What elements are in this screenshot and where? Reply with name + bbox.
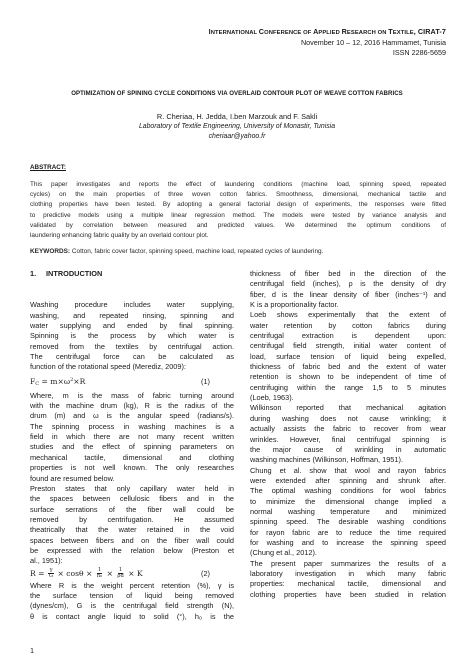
right-column-text [250, 269, 446, 600]
text-line: clothing properties have been tested. By adopting a general factorial design of experiments, the responses were fitted [30, 201, 446, 209]
text-line: Loeb shows experimentally that the extent of [250, 310, 446, 320]
text-line: actually assists the fabric to recover from wear [250, 424, 446, 434]
conference-name-part: I [208, 27, 211, 36]
text-line: studies and the effect of spinning parameters on [30, 442, 234, 452]
conference-name-part: T [388, 27, 393, 36]
text-line: to predictive models using a multiple linear regression method. The models were tested by variance analysis and [30, 211, 446, 219]
equation-1-body: $F_C = m\times\omega^2\times R$ [30, 376, 86, 387]
text-line: Preston states that only capillary water held in [30, 483, 234, 493]
text-line: centrifugal field strength, initial water content of [250, 341, 446, 351]
section-number: 1. [30, 269, 37, 278]
text-line: (dynes/cm), G is the centrifugal field strength (N), [30, 601, 234, 611]
text-line: during washing does not cause wrinkling; it [250, 413, 446, 423]
text-line: normal washing temperature and minimized [250, 506, 446, 516]
text-line: were extended after spinning and shrunk after. [250, 475, 446, 485]
right-column [250, 269, 446, 600]
text-line: validated by correlation between measured and predicted values. We determined the optimum conditions of [30, 221, 446, 229]
section-title: INTRODUCTION [46, 269, 103, 278]
text-line: removed from the textiles by centrifugal action. [30, 341, 234, 351]
conference-name-part: PPLIED [318, 30, 342, 36]
keywords-label: KEYWORDS: [30, 248, 71, 255]
equation-2-body: R = $\frac{\gamma}{G}$ × cosθ × $\frac{1}{\text{h₀}}$ × $\frac{1}{\rho d}$ × K [30, 566, 143, 580]
text-line: laboratory investigation in which many fabric [250, 568, 446, 578]
text-line: the major cause of wrinkling in automatic [250, 444, 446, 454]
conference-name-part: , CIRAT-7 [413, 27, 446, 36]
intro-paragraph-1 [30, 300, 234, 372]
text-line: al., 1951): [30, 556, 63, 566]
paper-title: OPTIMIZATION OF SPINING CYCLE CONDITIONS VIA OVERLAID CONTOUR PLOT OF WEAVE COTTON FABRICS [71, 90, 403, 97]
text-line: centrifuging within the range 1,5 to 5 minutes [250, 382, 446, 392]
text-line: removed by centrifugation. He assumed [30, 514, 234, 524]
text-line: spaces between fibers and on the fiber wall could [30, 535, 234, 545]
conference-name [209, 27, 446, 38]
text-line: to minimize the dimensional change implied a [250, 496, 446, 506]
text-line: properties: mechanical tactile, dimensional and [250, 579, 446, 589]
text-line: centrifugal extraction is dependent upon: [250, 331, 446, 341]
text-line: Spinning is the process by which water is [30, 331, 234, 341]
text-line: θ is contact angle liquid to solid (°), h₀ is the [30, 611, 234, 621]
text-line: washing, and repeated rinsing, spinning and [30, 310, 234, 320]
left-column [30, 269, 234, 622]
abstract-label: ABSTRACT: [30, 164, 67, 171]
text-line: centrifugal field (inches), ρ is the density of dry [250, 279, 446, 289]
text-line: the surface tension of liquid being removed [30, 591, 234, 601]
equation-2-number: (2) [201, 568, 210, 578]
text-line: Chung et al. show that wool and rayon fabrics [250, 465, 446, 475]
text-line: retention is shown to be independent of time of [250, 372, 446, 382]
conference-name-part: C [258, 27, 265, 36]
conference-name-part: ONFERENCE OF [264, 30, 314, 36]
text-line: mechanical tactile, dimensional and clothing [30, 452, 234, 462]
text-line: thickness of fabric bed and the extent of water [250, 362, 446, 372]
text-line: Wilkinson reported that mechanical agitation [250, 403, 446, 413]
text-line: theatrically that the water retained in the void [30, 525, 234, 535]
keywords [30, 248, 446, 255]
conference-name-part: NTERNATIONAL [210, 30, 259, 36]
text-line: Washing procedure includes water supplying, [30, 300, 234, 310]
abstract-text [30, 180, 446, 241]
text-line: load, surface tension of liquid being expelled, [250, 351, 446, 361]
author-names: R. Cheriaa, H. Jedda, I.ben Marzouk and F. Sakli [156, 112, 318, 121]
text-line: clothing properties have been studied in relation [250, 589, 446, 599]
page-number: 1 [30, 646, 35, 655]
section-heading [30, 269, 234, 279]
text-line: the spaces between cellulosic fibers and in the [30, 494, 234, 504]
text-line: wrinkles. However, final centrifugal spinning is [250, 434, 446, 444]
equation-1-number: (1) [201, 376, 210, 386]
conference-name-part: EXTILE [392, 30, 414, 36]
text-line: for rayon fabric are to reduce the time required [250, 527, 446, 537]
text-line: Where R is the weight percent retention (%), γ is [30, 580, 234, 590]
text-line: water supplying and ended by final spinning. [30, 321, 234, 331]
text-line: (Loeb, 1963). [250, 393, 294, 403]
text-line: found are resumed below. [30, 473, 115, 483]
conference-name-part: ESEARCH ON [346, 30, 389, 36]
text-line: for washing and to increase the spinning speed [250, 537, 446, 547]
author-block [0, 112, 474, 142]
text-line: (Chung et al., 2012). [250, 548, 317, 558]
conference-date: November 10 – 12, 2016 Hammamet, Tunisia [300, 38, 446, 48]
equation-2 [30, 567, 234, 581]
text-line: drum (m) and ω is the angular speed (radians/s). [30, 411, 234, 421]
conference-name-part: A [313, 27, 319, 36]
text-line: Where, m is the mass of fabric turning around [30, 390, 234, 400]
text-line: spinning speed. The desirable washing conditions [250, 517, 446, 527]
text-line: fiber, d is the linear density of fiber (inches⁻¹) and [250, 289, 446, 299]
text-line: field in which there are not many recent written [30, 432, 234, 442]
intro-paragraph-2 [30, 391, 234, 567]
text-line: This paper investigates and reports the effect of laundering conditions (machine load, spinning speed, repeated [30, 181, 446, 188]
text-line: surface serrations of the fiber wall could be [30, 504, 234, 514]
author-email[interactable]: cheriaar@yahoo.fr [208, 133, 266, 140]
text-line: properties is not well known. The only researches [30, 463, 234, 473]
intro-paragraph-3 [30, 581, 234, 622]
text-line: The spinning process in washing machines is a [30, 421, 234, 431]
text-line: The optimal washing conditions for wool fabrics [250, 486, 446, 496]
issn: ISSN 2286-5659 [392, 48, 446, 58]
equation-1 [30, 373, 234, 391]
text-line: The centrifugal force can be calculated as [30, 352, 234, 362]
text-line: K is a proportionality factor. [250, 300, 339, 310]
keywords-text: Cotton, fabric cover factor, spinning speed, machine load, repeated cycles of laundering. [71, 248, 324, 255]
conference-header [209, 27, 446, 59]
text-line: be expressed with the relation below (Preston et [30, 545, 234, 555]
text-line: laundering enhancing fabric quality by an overlaid contour plot. [30, 232, 209, 240]
text-line: water retention by cotton fabrics during [250, 320, 446, 330]
text-line: The present paper summarizes the results of a [250, 558, 446, 568]
text-line: washing machines (Wilkinson, Hoffman, 1951). [250, 455, 403, 465]
affiliation: Laboratory of Textile Engineering, University of Monastir, Tunisia [138, 123, 336, 130]
conference-name-part: R [341, 27, 347, 36]
text-line: function of the rotational speed (Merediz, 2009): [30, 362, 186, 372]
text-line: thickness of fiber bed in the direction of the [250, 269, 446, 278]
text-line: cycles) on the main properties of three woven cotton fabrics. Smoothness, dimensional, mechanical tactile and [30, 191, 446, 199]
text-line: with the machine drum (kg), R is the radius of the [30, 401, 234, 411]
